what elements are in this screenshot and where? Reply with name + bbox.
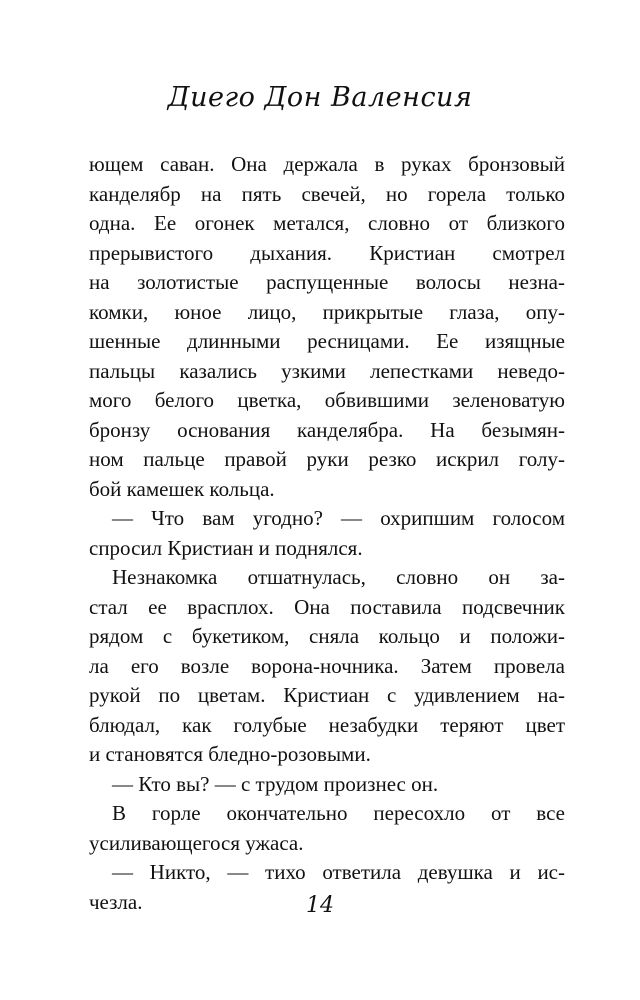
text-line: на золотистые распущенные волосы незна-	[89, 270, 565, 294]
running-head-title: Диего Дон Валенсия	[167, 82, 473, 113]
text-line: рукой по цветам. Кристиан с удивлением на-	[89, 683, 565, 707]
text-line: В горле окончательно пересохло от все	[112, 801, 565, 825]
text-line: комки, юное лицо, прикрытые глаза, опу-	[89, 299, 565, 324]
page-number: 14	[306, 893, 334, 918]
text-line: канделябр на пять свечей, но горела только	[89, 181, 565, 206]
text-line: ющем саван. Она держала в руках бронзовый	[89, 152, 565, 176]
text-line: усиливающегося ужаса.	[89, 830, 304, 855]
text-line: — Что вам угодно? — охрипшим голосом	[112, 506, 565, 530]
text-line: пальцы казались узкими лепестками неведо-	[89, 358, 565, 383]
text-line: бой камешек кольца.	[89, 476, 275, 501]
text-line: ла его возле ворона-ночника. Затем провела	[89, 653, 565, 678]
text-line: — Кто вы? — с трудом произнес он.	[112, 771, 439, 796]
text-line: стал ее врасплох. Она поставила подсвечник	[89, 594, 565, 619]
body-text	[89, 150, 565, 917]
text-line: прерывистого дыхания. Кристиан смотрел	[89, 240, 565, 265]
text-line: — Никто, — тихо ответила девушка и ис-	[112, 860, 565, 884]
text-line: Незнакомка отшатнулась, словно он за-	[112, 565, 565, 589]
text-line: и становятся бледно-розовыми.	[89, 742, 371, 766]
text-line: ном пальце правой руки резко искрил голу-	[89, 447, 565, 471]
text-line: одна. Ее огонек метался, словно от близкого	[89, 211, 565, 235]
text-line: блюдал, как голубые незабудки теряют цвет	[89, 712, 565, 737]
text-line: чезла.	[89, 889, 143, 914]
text-line: спросил Кристиан и поднялся.	[89, 535, 363, 560]
text-line: бронзу основания канделябра. На безымян-	[89, 417, 565, 442]
text-line: рядом с букетиком, сняла кольцо и положи-	[89, 624, 565, 648]
text-line: мого белого цветка, обвившими зеленоватую	[89, 388, 565, 412]
text-line: шенные длинными ресницами. Ее изящные	[89, 329, 565, 353]
